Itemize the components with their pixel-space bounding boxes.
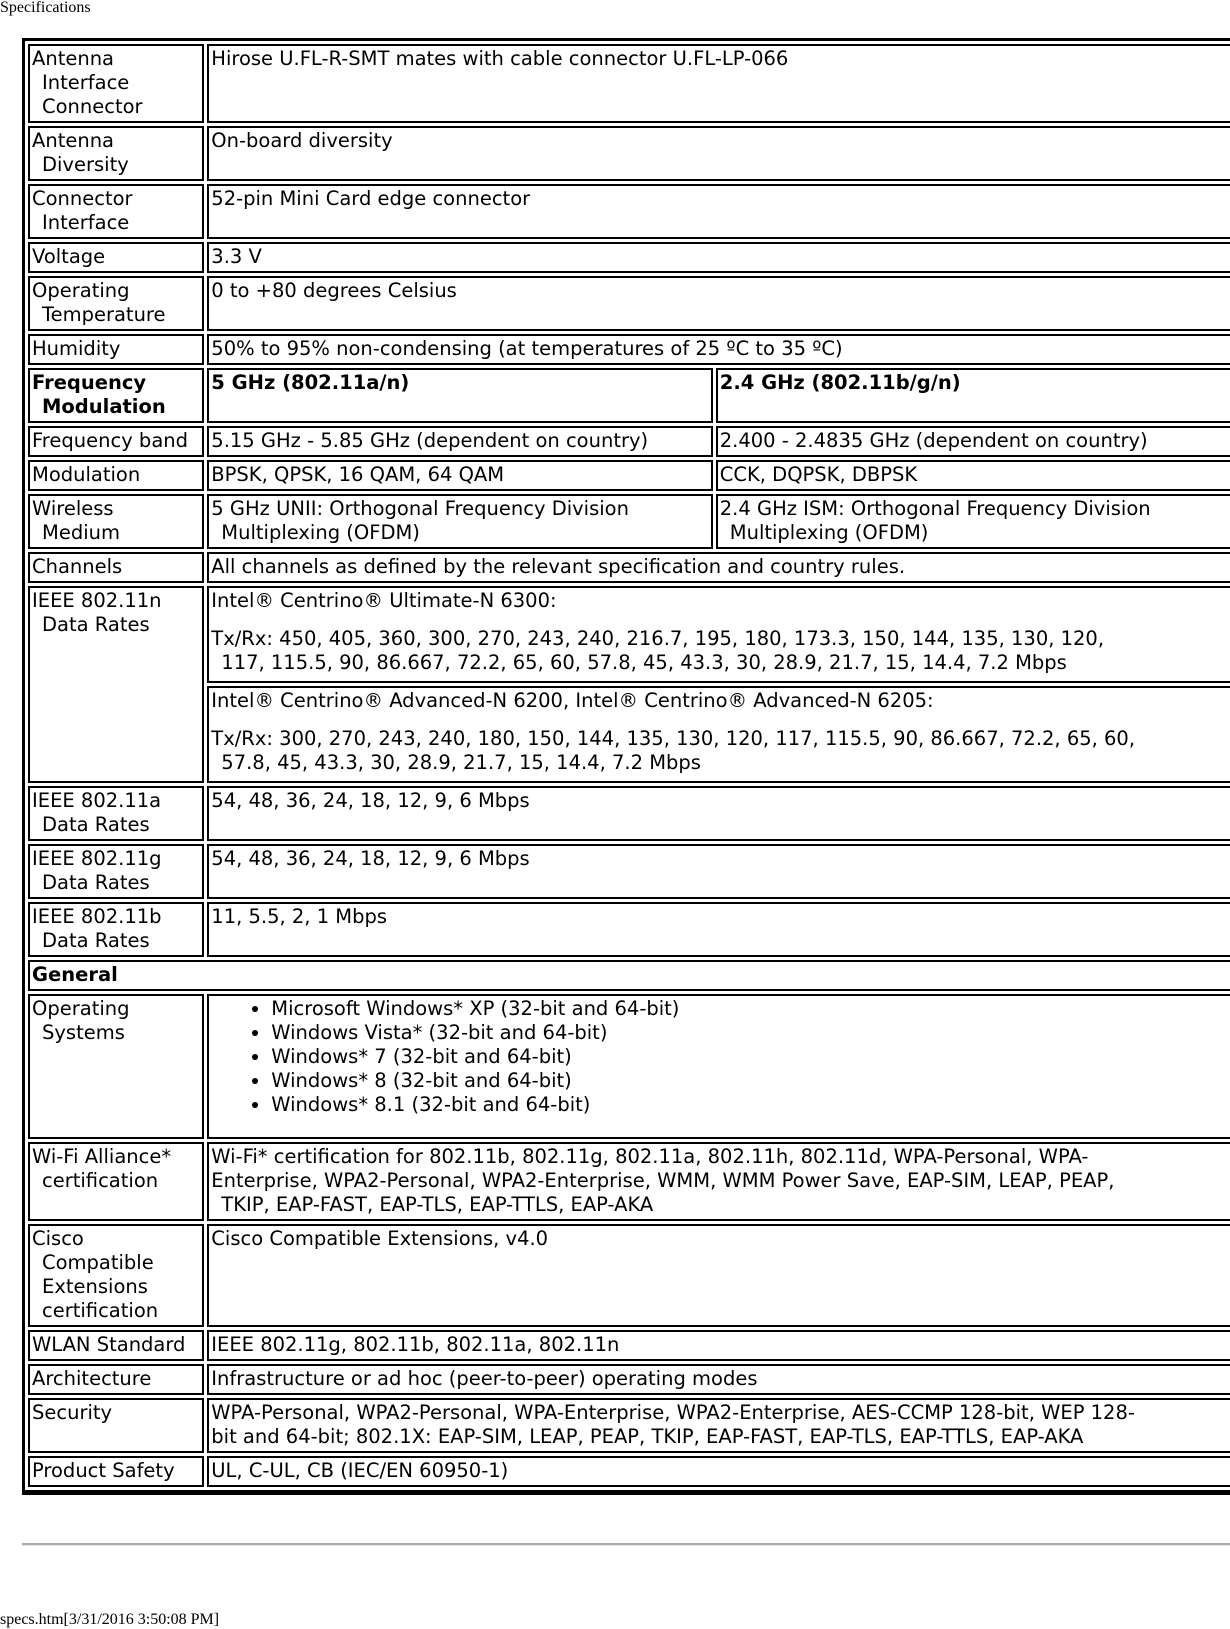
spec-label: WLAN Standard [28,1330,204,1361]
spec-label: Modulation [28,460,204,491]
spec-label: Frequency band [28,426,204,457]
column-heading-2-4ghz: 2.4 GHz (802.11b/g/n) [716,368,1230,423]
spec-row-voltage [28,242,1230,273]
spec-value-os-list [207,994,1230,1139]
spec-value: 3.3 V [207,242,1230,273]
spec-value: 54, 48, 36, 24, 18, 12, 9, 6 Mbps [207,786,1230,841]
spec-row-product-safety [28,1456,1230,1487]
spec-row-ieee-802-11n-data-rates-advanced [28,686,1230,783]
spec-value: 0 to +80 degrees Celsius [207,276,1230,331]
spec-value: IEEE 802.11g, 802.11b, 802.11a, 802.11n [207,1330,1230,1361]
spec-value: 52-pin Mini Card edge connector [207,184,1230,239]
spec-label: Channels [28,552,204,583]
spec-value: 54, 48, 36, 24, 18, 12, 9, 6 Mbps [207,844,1230,899]
spec-value: All channels as defined by the relevant specification and country rules. [207,552,1230,583]
data-rates-block-advanced-n-6200-6205: Intel® Centrino® Advanced-N 6200, Intel® Centrino® Advanced-N 6205: Tx/Rx: 300, 270, 243, 240, 180, 150, 144, 135, 130, 120, 117, 115.5, 90, 86.667, 72.2, 65, 60, 57.8, 45, 43.3, 30, 28.9, 21.7, 15, 14.4, 7.2 Mbps [207,686,1230,783]
spec-label: Security [28,1398,204,1453]
spec-row-security [28,1398,1230,1453]
spec-row-ieee-802-11b-data-rates [28,902,1230,957]
spec-value-2-4ghz: CCK, DQPSK, DBPSK [716,460,1230,491]
general-section-row [28,960,1230,991]
spec-value: 50% to 95% non-condensing (at temperatures of 25 ºC to 35 ºC) [207,334,1230,365]
spec-row-humidity [28,334,1230,365]
spec-value-2-4ghz: 2.400 - 2.4835 GHz (dependent on country) [716,426,1230,457]
general-section-heading: General [28,960,1230,991]
spec-value: WPA-Personal, WPA2-Personal, WPA-Enterprise, WPA2-Enterprise, AES-CCMP 128-bit, WEP 128- bit and 64-bit; 802.1X: EAP-SIM, LEAP, PEAP, TKIP, EAP-FAST, EAP-TLS, EAP-TTLS, EAP-AKA [207,1398,1230,1453]
spec-label: IEEE 802.11g Data Rates [28,844,204,899]
spec-value: UL, C-UL, CB (IEC/EN 60950-1) [207,1456,1230,1487]
spec-row-ieee-802-11n-data-rates [28,586,1230,683]
spec-row-antenna-diversity [28,126,1230,181]
spec-row-architecture [28,1364,1230,1395]
spec-row-wlan-standard [28,1330,1230,1361]
spec-label: Operating Systems [28,994,204,1139]
spec-label: IEEE 802.11a Data Rates [28,786,204,841]
spec-value-5ghz: 5.15 GHz - 5.85 GHz (dependent on country) [207,426,712,457]
spec-label: Operating Temperature [28,276,204,331]
page-footer-source: specs.htm[3/31/2016 3:50:08 PM] [0,1611,220,1628]
spec-row-operating-temperature [28,276,1230,331]
spec-row-antenna-interface-connector [28,44,1230,123]
spec-value: Hirose U.FL-R-SMT mates with cable connector U.FL-LP-066 [207,44,1230,123]
spec-row-operating-systems [28,994,1230,1139]
spec-label: Wireless Medium [28,494,204,549]
spec-label: IEEE 802.11n Data Rates [28,586,204,783]
list-item: • Microsoft Windows* XP (32-bit and 64-bit) [271,997,1230,1021]
spec-label: Antenna Diversity [28,126,204,181]
horizontal-rule [22,1543,1230,1546]
spec-value: Cisco Compatible Extensions, v4.0 [207,1224,1230,1327]
page-header-title: Specifications [0,0,91,16]
spec-value: On-board diversity [207,126,1230,181]
spec-row-ieee-802-11g-data-rates [28,844,1230,899]
list-item: • Windows* 8.1 (32-bit and 64-bit) [271,1093,1230,1117]
column-heading-5ghz: 5 GHz (802.11a/n) [207,368,712,423]
spec-row-wifi-alliance-certification [28,1142,1230,1221]
spec-label: Wi-Fi Alliance* certification [28,1142,204,1221]
data-rates-block-ultimate-n-6300: Intel® Centrino® Ultimate-N 6300: Tx/Rx: 450, 405, 360, 300, 270, 243, 240, 216.7, 195, 180, 173.3, 150, 144, 135, 130, 120, 117, 115.5, 90, 86.667, 72.2, 65, 60, 57.8, 45, 43.3, 30, 28.9, 21.7, 15, 14.4, 7.2 Mbps [207,586,1230,683]
list-item: • Windows* 7 (32-bit and 64-bit) [271,1045,1230,1069]
frequency-modulation-heading: Frequency Modulation [28,368,204,423]
spec-row-ieee-802-11a-data-rates [28,786,1230,841]
spec-label: Connector Interface [28,184,204,239]
spec-value: Wi-Fi* certification for 802.11b, 802.11g, 802.11a, 802.11h, 802.11d, WPA-Personal, WPA- Enterprise, WPA2-Personal, WPA2-Enterprise, WMM, WMM Power Save, EAP-SIM, LEAP, PEAP, TKIP, EAP-FAST, EAP-TLS, EAP-TTLS, EAP-AKA [207,1142,1230,1221]
operating-systems-list [211,997,1230,1117]
spec-label: Voltage [28,242,204,273]
specifications-table [25,41,1230,1490]
spec-row-cisco-compatible-extensions [28,1224,1230,1327]
spec-row-modulation [28,460,1230,491]
spec-label: Antenna Interface Connector [28,44,204,123]
spec-value: Infrastructure or ad hoc (peer-to-peer) operating modes [207,1364,1230,1395]
spec-label: Humidity [28,334,204,365]
spec-value-2-4ghz: 2.4 GHz ISM: Orthogonal Frequency Division Multiplexing (OFDM) [716,494,1230,549]
spec-value: 11, 5.5, 2, 1 Mbps [207,902,1230,957]
spec-row-wireless-medium [28,494,1230,549]
list-item: • Windows* 8 (32-bit and 64-bit) [271,1069,1230,1093]
spec-label: IEEE 802.11b Data Rates [28,902,204,957]
spec-label: Product Safety [28,1456,204,1487]
spec-row-channels [28,552,1230,583]
spec-label: Architecture [28,1364,204,1395]
spec-value-5ghz: 5 GHz UNII: Orthogonal Frequency Division Multiplexing (OFDM) [207,494,712,549]
spec-value-5ghz: BPSK, QPSK, 16 QAM, 64 QAM [207,460,712,491]
specifications-table-frame [22,38,1230,1495]
spec-label: Cisco Compatible Extensions certification [28,1224,204,1327]
list-item: • Windows Vista* (32-bit and 64-bit) [271,1021,1230,1045]
frequency-modulation-header-row [28,368,1230,423]
spec-row-connector-interface [28,184,1230,239]
spec-row-frequency-band [28,426,1230,457]
